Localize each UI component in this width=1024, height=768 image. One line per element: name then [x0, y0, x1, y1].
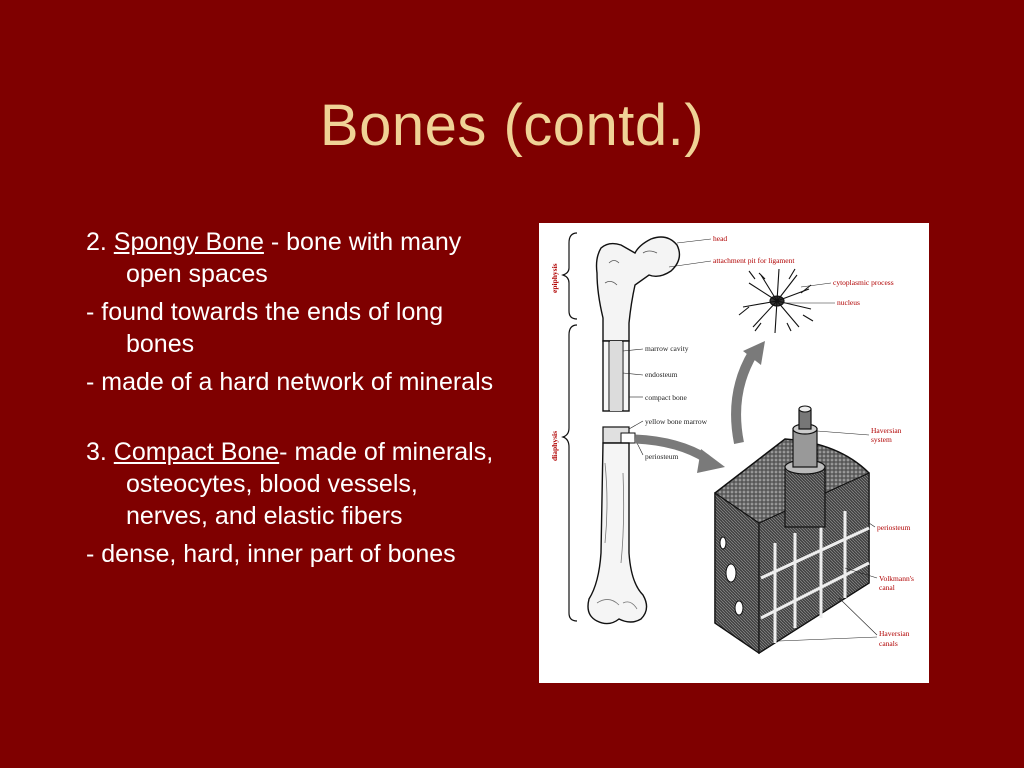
- haversian-canals-label-2: canals: [879, 639, 898, 648]
- diaphysis-bracket: [563, 325, 577, 621]
- haversian-system-label-2: system: [871, 435, 892, 444]
- volkmanns-label-1: Volkmann's: [879, 574, 914, 583]
- slide-title: Bones (contd.): [319, 93, 705, 158]
- epiphysis-bracket: [563, 233, 577, 319]
- yellow-marrow-label: yellow bone marrow: [645, 417, 708, 426]
- cytoplasmic-process-label: cytoplasmic process: [833, 278, 894, 287]
- compact-bone-label: compact bone: [645, 393, 687, 402]
- spongy-bone-term: Spongy Bone: [113, 228, 264, 256]
- head-label: head: [713, 234, 728, 243]
- spongy-bone-location: - found towards the ends of long bones: [86, 298, 444, 358]
- marrow-cavity-label: marrow cavity: [645, 344, 689, 353]
- compact-bone-definition: - made of minerals, osteocytes, blood vessels, nerves, and elastic fibers: [126, 438, 494, 530]
- spongy-bone-paragraph: [86, 226, 506, 290]
- body-text: [86, 226, 506, 576]
- haversian-canals-label-1: Haversian: [879, 629, 910, 638]
- epiphysis-label: epiphysis: [550, 263, 559, 293]
- item-number: 3.: [86, 438, 114, 466]
- item-number: 2.: [86, 228, 114, 256]
- diaphysis-label: diaphysis: [550, 430, 559, 461]
- nucleus-label: nucleus: [837, 298, 860, 307]
- bone-diagram: [539, 223, 929, 683]
- compact-bone-description: - dense, hard, inner part of bones: [86, 540, 456, 568]
- haversian-system-label-1: Haversian: [871, 426, 902, 435]
- compact-bone-term: Compact Bone: [113, 438, 280, 466]
- periosteum-left-label: periosteum: [645, 452, 679, 461]
- periosteum-right-label: periosteum: [877, 523, 911, 532]
- femur-head: [597, 237, 680, 341]
- volkmanns-label-2: canal: [879, 583, 895, 592]
- endosteum-label: endosteum: [645, 370, 678, 379]
- spongy-bone-composition: - made of a hard network of minerals: [86, 368, 494, 396]
- femur-lower: [588, 443, 647, 624]
- attachment-pit-label: attachment pit for ligament: [713, 256, 795, 265]
- arrow-up: [736, 353, 753, 443]
- spongy-bone-definition: - bone with many open spaces: [126, 228, 462, 288]
- osteocyte-cell: [739, 269, 813, 333]
- compact-bone-paragraph: [86, 436, 506, 532]
